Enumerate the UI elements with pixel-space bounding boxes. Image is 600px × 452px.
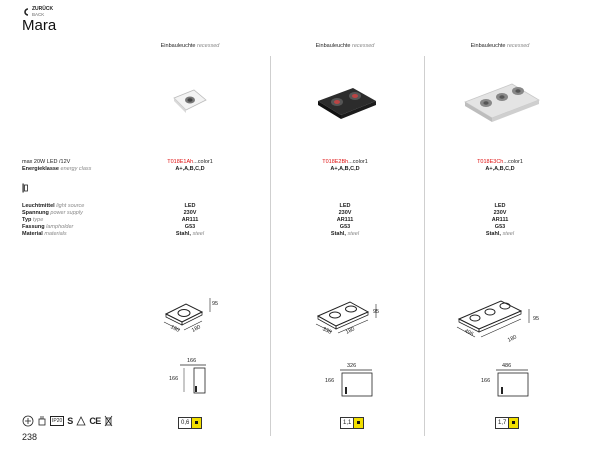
plug-icon bbox=[37, 415, 47, 427]
dimension-drawing-triple bbox=[455, 295, 535, 345]
cutout-drawing bbox=[490, 369, 530, 397]
spec-values: LED 230V AR111 G53 Stahl, steel bbox=[330, 203, 360, 237]
ce-icon: CE bbox=[89, 416, 101, 426]
page-number: 238 bbox=[22, 432, 38, 442]
back-label-de: ZURÜCK bbox=[32, 6, 54, 12]
cutout-width: 166 bbox=[187, 358, 197, 364]
column-divider bbox=[270, 56, 271, 436]
cutout-width: 486 bbox=[502, 363, 512, 369]
dim-height: 95 bbox=[212, 301, 219, 307]
energy-label: Energieklasse energy class bbox=[22, 166, 92, 172]
dim-height: 95 bbox=[373, 309, 380, 315]
spec-values: LED 230V AR111 G53 Stahl, steel bbox=[485, 203, 515, 237]
back-arrow-icon bbox=[22, 8, 30, 16]
power-label: max 20W LED /12V bbox=[22, 159, 71, 165]
product-code-block: T018E1Ah...color1 A+,A,B,C,D bbox=[167, 159, 213, 172]
spec-labels: Leuchtmittel light source Spannung power supply Typ type Fassung lampholder Material materials bbox=[22, 203, 85, 237]
dim-depth: 180 bbox=[344, 326, 356, 336]
rating-box: 1,7 bbox=[495, 417, 519, 429]
product-image-single bbox=[170, 86, 210, 116]
certification-icons bbox=[22, 415, 113, 427]
product-image-triple bbox=[462, 80, 542, 128]
column-heading: Einbauleuchte recessed bbox=[160, 43, 220, 49]
column-heading: Einbauleuchte recessed bbox=[470, 43, 530, 49]
safety-s-icon: S bbox=[67, 416, 74, 426]
product-image-double bbox=[315, 83, 379, 123]
product-code-block: T018E3Ch...color1 A+,A,B,C,D bbox=[477, 159, 523, 172]
dim-width: 496 bbox=[463, 328, 475, 338]
spec-values: LED 230V AR111 G53 Stahl, steel bbox=[175, 203, 205, 237]
rating-box: 0,6 bbox=[178, 417, 202, 429]
weee-bin-icon bbox=[104, 415, 113, 427]
dim-depth: 180 bbox=[506, 334, 518, 344]
page-title: Mara bbox=[22, 17, 57, 34]
product-code-block: T018E2Bh...color1 A+,A,B,C,D bbox=[322, 159, 368, 172]
column-divider bbox=[424, 56, 425, 436]
dim-width: 180 bbox=[169, 324, 181, 334]
dim-depth: 180 bbox=[190, 324, 202, 334]
column-heading: Einbauleuchte recessed bbox=[315, 43, 375, 49]
cutout-height: 166 bbox=[169, 376, 179, 382]
rating-box: 1,1 bbox=[340, 417, 364, 429]
cutout-height: 166 bbox=[481, 378, 491, 384]
dim-width: 338 bbox=[321, 326, 333, 336]
ip20-icon: IP20 bbox=[52, 418, 63, 424]
dimension-drawing-single bbox=[160, 292, 230, 342]
dim-height: 95 bbox=[533, 316, 540, 322]
cutout-drawing bbox=[180, 364, 208, 394]
ra-icon bbox=[22, 415, 34, 427]
cutout-width: 326 bbox=[347, 363, 357, 369]
cutout-height: 166 bbox=[325, 378, 335, 384]
lamp-fixture-icon bbox=[22, 183, 28, 193]
back-label-en: BACK bbox=[32, 12, 45, 17]
class-icon bbox=[76, 415, 86, 427]
cutout-drawing bbox=[334, 369, 374, 397]
